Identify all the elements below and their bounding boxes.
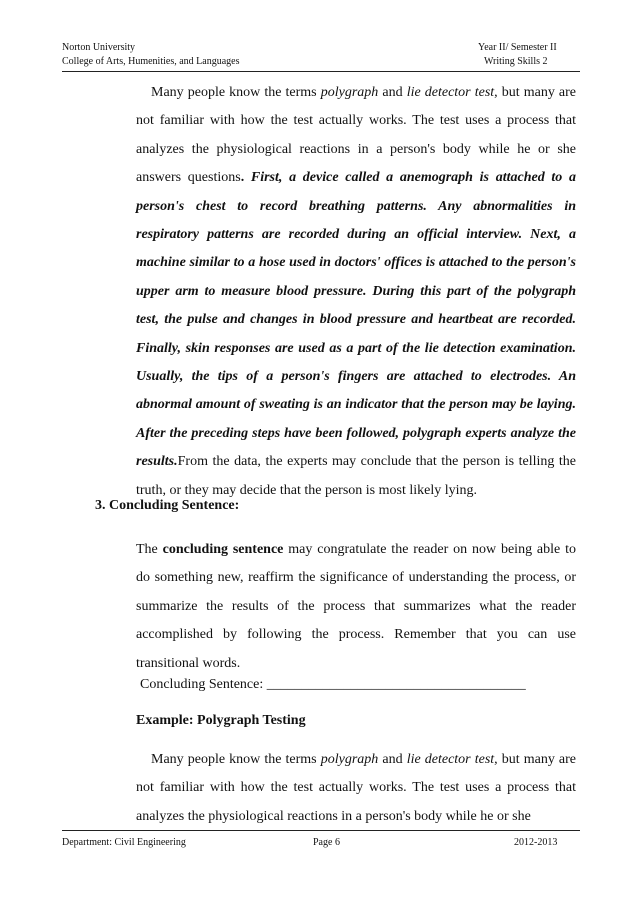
footer-page-number: Page 6	[313, 837, 340, 848]
header-year-semester: Year II/ Semester II	[478, 42, 557, 53]
text-run: , but many are not familiar with how the test actually works. The test uses a process that analyzes the physiological reactions in a person's body while he or she	[136, 752, 577, 824]
example-paragraph-1	[136, 79, 576, 505]
header-college: College of Arts, Humenities, and Languages	[62, 56, 240, 67]
concluding-sentence-blank: Concluding Sentence: _____________________________________	[140, 677, 526, 692]
section-heading-concluding-sentence: 3. Concluding Sentence:	[95, 498, 240, 513]
example-paragraph-2	[136, 746, 576, 831]
term-lie-detector-test: lie detector test	[406, 85, 495, 100]
term-concluding-sentence: concluding sentence	[162, 542, 284, 557]
footer-year: 2012-2013	[514, 837, 558, 848]
text-run: The	[136, 542, 163, 557]
example-title: Example: Polygraph Testing	[136, 713, 306, 728]
term-polygraph: polygraph	[320, 85, 379, 100]
text-run: Many people know the terms	[151, 752, 321, 767]
footer-rule	[62, 830, 580, 831]
header-rule	[62, 71, 580, 72]
text-run: , but many are not familiar with how the test actually works. The test uses a process that analyzes the physiological reactions in a person's body while he or she answers questions	[136, 85, 577, 186]
concluding-sentence-description	[136, 536, 576, 678]
header-course: Writing Skills 2	[484, 56, 548, 67]
footer-department: Department: Civil Engineering	[62, 837, 186, 848]
paragraph-tail: From the data, the experts may conclude that the person is telling the truth, or they may decide that the person is most likely lying.	[136, 454, 576, 498]
text-run: Many people know the terms	[151, 85, 321, 100]
text-run: and	[378, 85, 407, 100]
term-lie-detector-test: lie detector test	[406, 752, 495, 767]
text-run: and	[378, 752, 407, 767]
header-left	[62, 41, 239, 69]
term-polygraph: polygraph	[320, 752, 379, 767]
highlighted-body-sentences: First, a device called a anemograph is attached to a person's chest to record breathing patterns. Any abnormalities in respiratory patterns are recorded during an official interview. Next, a machine similar to a hose used in doctors' offices is attached to the person's upper arm to measure blood pressure. During this part of the polygraph test, the pulse and changes in blood pressure and heartbeat are recorded. Finally, skin responses are used as a part of the lie detection examination. Usually, the tips of a person's fingers are attached to electrodes. An abnormal amount of sweating is an indicator that the person may be laying. After the preceding steps have been followed, polygraph experts analyze the results.	[136, 170, 576, 470]
header-university: Norton University	[62, 42, 136, 53]
text-run: may congratulate the reader on now being able to do something new, reaffirm the significance of understanding the process, or summarize the results of the process that summarizes what the reader accomplished by following the process. Remember that you can use transitional words.	[136, 542, 577, 671]
header-right	[478, 41, 578, 69]
text-run: .	[240, 170, 245, 186]
